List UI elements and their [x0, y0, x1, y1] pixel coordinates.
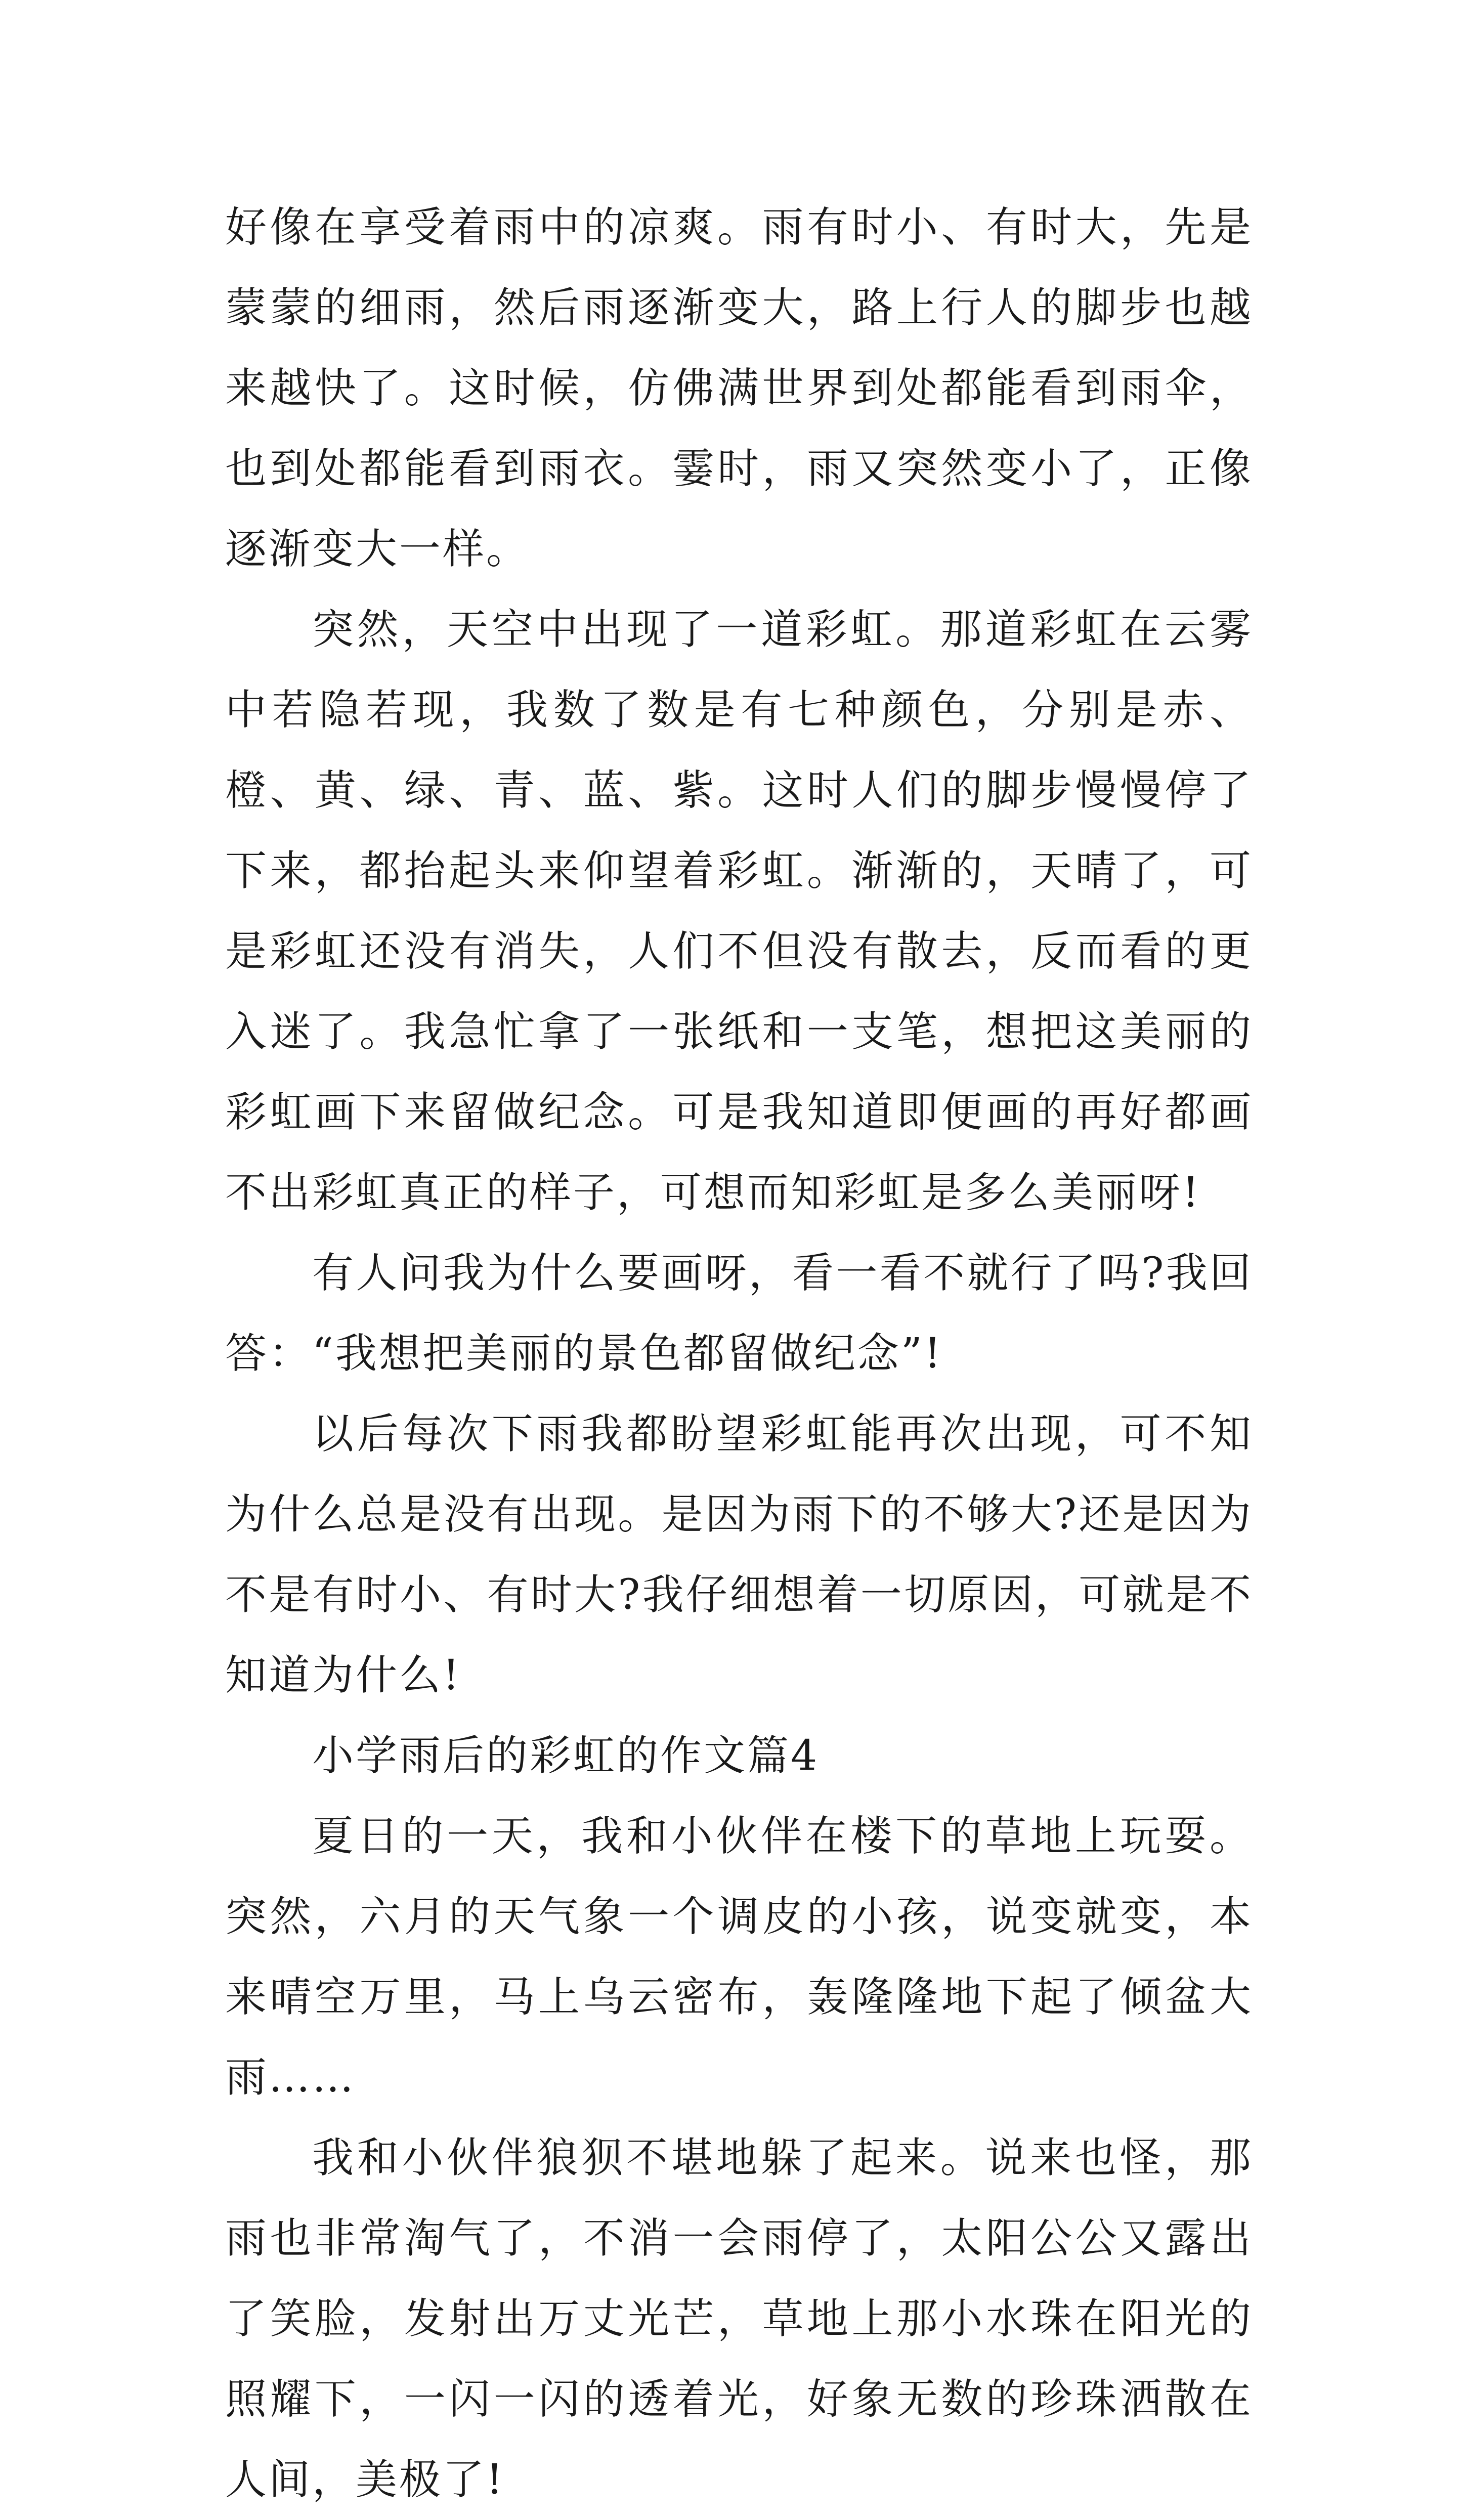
paragraph-summer-day: 夏日的一天，我和小伙伴在楼下的草地上玩耍。突然，六月的天气象一个调皮的小孩，说变就变，本来晴空万里，马上乌云密布，轰隆隆地下起了倾盆大雨……: [225, 1812, 1253, 2102]
essay-body: [225, 187, 1253, 2520]
paragraph-rainbow-appears: 突然，天空中出现了一道彩虹。那道彩虹在云雾中若隐若现，我数了数是有七种颜色，分别是赤、橙、黄、绿、青、蓝、紫。这时人们的脚步慢慢停了下来，都抬起头来仰望着彩虹。渐渐的，天晴了，可是彩虹还没有消失，人们不但没有散去，反而看的更入迷了。我急忙拿了一张纸和一支笔，想把这美丽的彩虹画下来留做纪念。可是我知道即便画的再好都画不出彩虹真正的样子，可想而知彩虹是多么美丽呀!: [225, 606, 1253, 1217]
paragraph-after-rain: 我和小伙伴狼狈不堪地躲了起来。说来也怪，那雨也非常淘气了，不消一会雨停了，太阳公公又露出了笑脸，发射出万丈光芒，草地上那小水珠在阳光的照耀下，一闪一闪的透着光，好象无数的珍珠洒散在人间，美极了!: [225, 2134, 1253, 2504]
paragraph-why-draw: 有人问我为什么要画呀，看一看不就行了吗?我回答：“我想把美丽的景色都留做纪念”!: [225, 1249, 1253, 1378]
paragraph-hope-again: 以后每次下雨我都盼望彩虹能再次出现，可不知为什么总是没有出现。是因为雨下的不够大?还是因为不是有时小、有时大?我仔细想着一切原因，可就是不知道为什么!: [225, 1410, 1253, 1699]
paragraph-continued-rain: 好像在享受着雨中的凉爽。雨有时小、有时大，先是蒙蒙的细雨，然后雨逐渐变大，路上行人的脚步也越来越快了。这时候，仿佛满世界到处都能看到雨伞，也到处都能看到雨衣。霎时，雨又突然变小了，正像逐渐变大一样。: [225, 203, 1253, 573]
section-heading-essay-4: 小学雨后的彩虹的作文篇4: [312, 1732, 820, 1780]
